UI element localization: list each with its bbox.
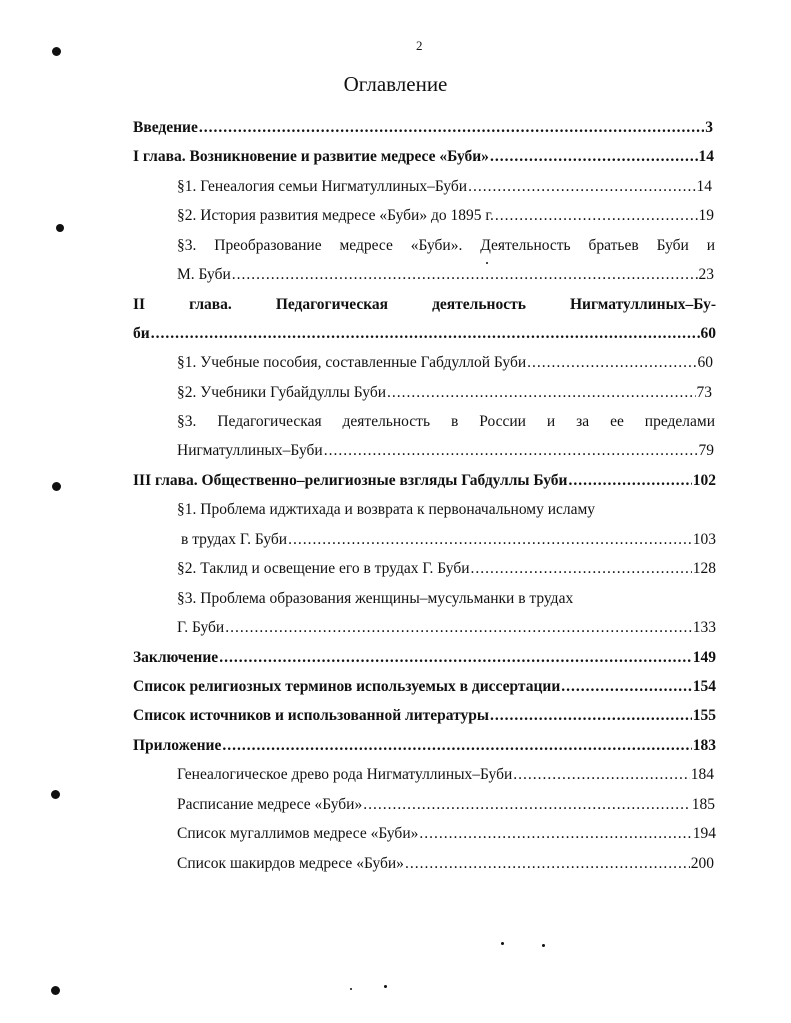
binder-hole-mark xyxy=(52,47,61,56)
toc-entry-text: §2. Учебники Губайдуллы Буби xyxy=(177,384,387,401)
toc-entry-chapter-3 xyxy=(133,471,716,491)
toc-entry-ch3-section-1-line-2 xyxy=(181,530,716,550)
toc-entry-text: Генеалогическое древо рода Нигматуллиных–Буби xyxy=(177,766,513,783)
toc-entry-text: §1. Генеалогия семьи Нигматуллиных–Буби xyxy=(177,178,468,195)
toc-entry-text: Введение xyxy=(133,119,198,136)
scan-speck xyxy=(501,942,504,945)
scan-speck xyxy=(542,944,545,947)
toc-entry-chapter-1 xyxy=(133,147,714,167)
toc-entry-text: Список шакирдов медресе «Буби» xyxy=(177,855,404,872)
toc-entry-page: 60 xyxy=(697,354,713,371)
toc-entry-page: 73 xyxy=(696,384,712,401)
toc-entry-page: 103 xyxy=(692,531,716,548)
toc-entry-text: Список религиозных терминов используемых в диссертации xyxy=(133,678,561,695)
toc-entry-text: §1. Учебные пособия, составленные Габдуллой Буби xyxy=(177,354,527,371)
toc-entry-text: Г. Буби xyxy=(177,619,225,636)
toc-entry-ch1-section-3-line-2 xyxy=(177,265,714,285)
toc-entry-appendix-4 xyxy=(177,854,714,874)
toc-entry-text: Нигматуллиных–Буби xyxy=(177,442,323,459)
toc-entry-text: III глава. Общественно–религиозные взгляды Габдуллы Буби xyxy=(133,472,568,489)
toc-entry-page: 154 xyxy=(692,678,716,695)
toc-entry-page: 128 xyxy=(692,560,716,577)
toc-entry-ch3-section-3-line-2 xyxy=(177,618,716,638)
toc-entry-text: Расписание медресе «Буби» xyxy=(177,796,363,813)
toc-entry-ch3-section-1-line-1: §1. Проблема иджтихада и возврата к первоначальному исламу xyxy=(177,501,596,518)
toc-entry-page: 184 xyxy=(690,766,714,783)
toc-entry-appendix-2 xyxy=(177,795,715,815)
toc-entry-page: 185 xyxy=(691,796,715,813)
toc-entry-text: Список источников и использованной литературы xyxy=(133,707,489,724)
toc-entry-page: 102 xyxy=(692,472,716,489)
toc-entry-page: 23 xyxy=(698,266,714,283)
toc-entry-appendix-3 xyxy=(177,824,716,844)
toc-entry-ch1-section-1 xyxy=(177,177,712,197)
toc-entry-page: 79 xyxy=(698,442,714,459)
toc-entry-ch2-section-3-line-1: §3. Педагогическая деятельность в России и за ее пределами xyxy=(177,413,715,430)
toc-entry-terms xyxy=(133,677,716,697)
toc-entry-appendix xyxy=(133,736,716,756)
toc-entry-ch1-section-3-line-1: §3. Преобразование медресе «Буби». Деятельность братьев Буби и xyxy=(177,237,715,254)
toc-entry-chapter-2-line-2 xyxy=(133,324,716,344)
toc-entry-page: 19 xyxy=(698,207,714,224)
binder-hole-mark xyxy=(51,986,60,995)
toc-entry-conclusion xyxy=(133,648,716,668)
toc-entry-introduction xyxy=(133,118,713,138)
toc-entry-ch2-section-1 xyxy=(177,353,713,373)
toc-entry-chapter-2-line-1: II глава. Педагогическая деятельность Нигматуллиных–Бу- xyxy=(133,296,716,313)
toc-entry-page: 14 xyxy=(698,148,714,165)
toc-entry-text: Приложение xyxy=(133,737,222,754)
toc-entry-ch3-section-2 xyxy=(177,559,716,579)
toc-entry-text: М. Буби xyxy=(177,266,231,283)
toc-entry-page: 194 xyxy=(692,825,716,842)
scan-speck xyxy=(486,262,488,264)
toc-entry-page: 155 xyxy=(692,707,716,724)
toc-entry-ch2-section-2 xyxy=(177,383,712,403)
binder-hole-mark xyxy=(51,790,60,799)
toc-entry-appendix-1 xyxy=(177,765,714,785)
toc-entry-page: 133 xyxy=(692,619,716,636)
toc-entry-text: I глава. Возникновение и развитие медресе «Буби» xyxy=(133,148,489,165)
toc-entry-page: 149 xyxy=(692,649,716,666)
toc-entry-text: §2. История развития медресе «Буби» до 1895 г. xyxy=(177,207,494,224)
toc-entry-page: 3 xyxy=(705,119,713,136)
toc-entry-text: в трудах Г. Буби xyxy=(181,531,288,548)
toc-entry-text: Заключение xyxy=(133,649,219,666)
toc-entry-sources xyxy=(133,706,716,726)
toc-entry-page: 183 xyxy=(692,737,716,754)
binder-hole-mark xyxy=(56,224,64,232)
toc-entry-page: 60 xyxy=(700,325,716,342)
toc-entry-text: Список мугаллимов медресе «Буби» xyxy=(177,825,419,842)
binder-hole-mark xyxy=(52,482,61,491)
toc-entry-page: 200 xyxy=(690,855,714,872)
page-number: 2 xyxy=(416,38,423,53)
scan-speck xyxy=(350,988,352,990)
toc-entry-ch1-section-2 xyxy=(177,206,714,226)
toc-entry-ch3-section-3-line-1: §3. Проблема образования женщины–мусульманки в трудах xyxy=(177,590,574,607)
toc-entry-page: 14 xyxy=(696,178,712,195)
toc-entry-ch2-section-3-line-2 xyxy=(177,441,714,461)
scan-speck xyxy=(384,985,387,988)
toc-entry-text: би xyxy=(133,325,150,342)
page-title: Оглавление xyxy=(343,72,448,96)
toc-entry-text: §2. Таклид и освещение его в трудах Г. Буби xyxy=(177,560,470,577)
